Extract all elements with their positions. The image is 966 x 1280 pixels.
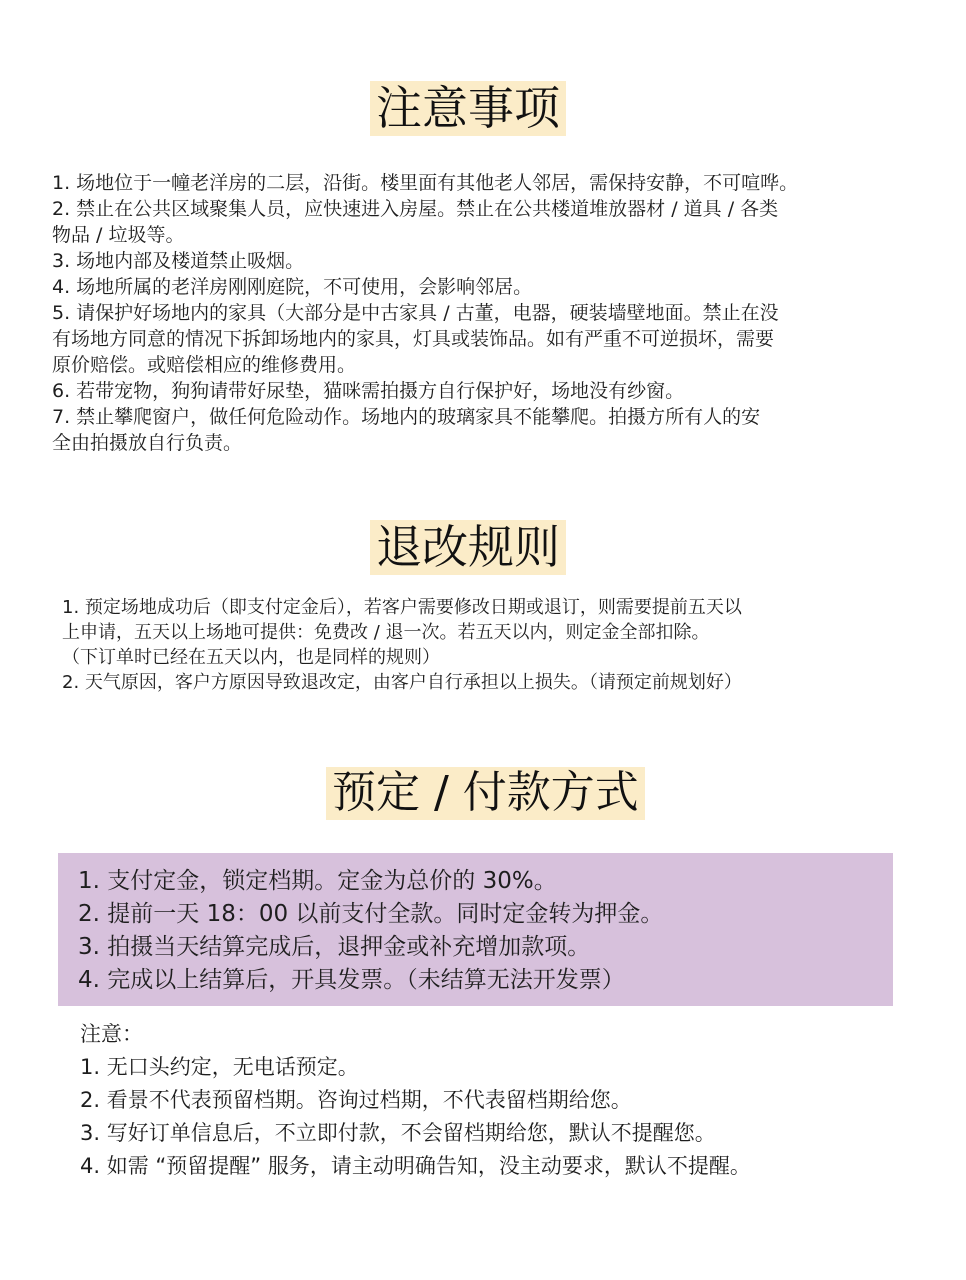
note-line: 4. 如需 “预留提醒” 服务，请主动明确告知，没主动要求，默认不提醒。 — [80, 1154, 751, 1178]
note-line: 2. 看景不代表预留档期。咨询过档期，不代表留档期给您。 — [80, 1088, 632, 1112]
payment-line: 2. 提前一天 18：00 以前支付全款。同时定金转为押金。 — [78, 901, 664, 927]
payment-line: 4. 完成以上结算后，开具发票。（未结算无法开发票） — [78, 967, 625, 993]
notice-title: 注意事项 — [370, 81, 566, 136]
note-line: 3. 写好订单信息后，不立即付款，不会留档期给您，默认不提醒您。 — [80, 1121, 716, 1145]
notice-line: 物品 / 垃圾等。 — [52, 224, 185, 246]
refund-title: 退改规则 — [370, 520, 566, 575]
payment-box — [58, 853, 893, 1006]
refund-list — [62, 595, 742, 695]
refund-line: 上申请，五天以上场地可提供：免费改 / 退一次。若五天以内，则定金全部扣除。 — [62, 622, 710, 643]
notice-line: 1. 场地位于一幢老洋房的二层，沿街。楼里面有其他老人邻居，需保持安静，不可喧哗。 — [52, 172, 799, 194]
notice-line: 2. 禁止在公共区域聚集人员，应快速进入房屋。禁止在公共楼道堆放器材 / 道具 / 各类 — [52, 198, 779, 220]
refund-line: 1. 预定场地成功后（即支付定金后），若客户需要修改日期或退订，则需要提前五天以 — [62, 597, 742, 618]
payment-title: 预定 / 付款方式 — [326, 767, 645, 820]
notice-line: 3. 场地内部及楼道禁止吸烟。 — [52, 250, 305, 272]
notice-line: 4. 场地所属的老洋房刚刚庭院，不可使用，会影响邻居。 — [52, 276, 533, 298]
notice-line: 全由拍摄放自行负责。 — [52, 432, 243, 454]
refund-line: （下订单时已经在五天以内，也是同样的规则） — [62, 647, 440, 668]
notice-line: 有场地方同意的情况下拆卸场地内的家具，灯具或装饰品。如有严重不可逆损坏，需要 — [52, 328, 775, 350]
note-list — [80, 1018, 751, 1183]
notice-line: 7. 禁止攀爬窗户，做任何危险动作。场地内的玻璃家具不能攀爬。拍摄方所有人的安 — [52, 406, 761, 428]
payment-line: 1. 支付定金，锁定档期。定金为总价的 30%。 — [78, 868, 557, 894]
note-heading: 注意： — [80, 1022, 143, 1046]
note-line: 1. 无口头约定，无电话预定。 — [80, 1055, 359, 1079]
payment-line: 3. 拍摄当天结算完成后，退押金或补充增加款项。 — [78, 934, 591, 960]
notice-list — [52, 170, 798, 456]
notice-line: 5. 请保护好场地内的家具（大部分是中古家具 / 古董，电器，硬装墙壁地面。禁止在没 — [52, 302, 779, 324]
notice-line: 原价赔偿。或赔偿相应的维修费用。 — [52, 354, 357, 376]
notice-line: 6. 若带宠物，狗狗请带好尿垫，猫咪需拍摄方自行保护好，场地没有纱窗。 — [52, 380, 685, 402]
refund-line: 2. 天气原因，客户方原因导致退改定，由客户自行承担以上损失。（请预定前规划好） — [62, 672, 742, 693]
